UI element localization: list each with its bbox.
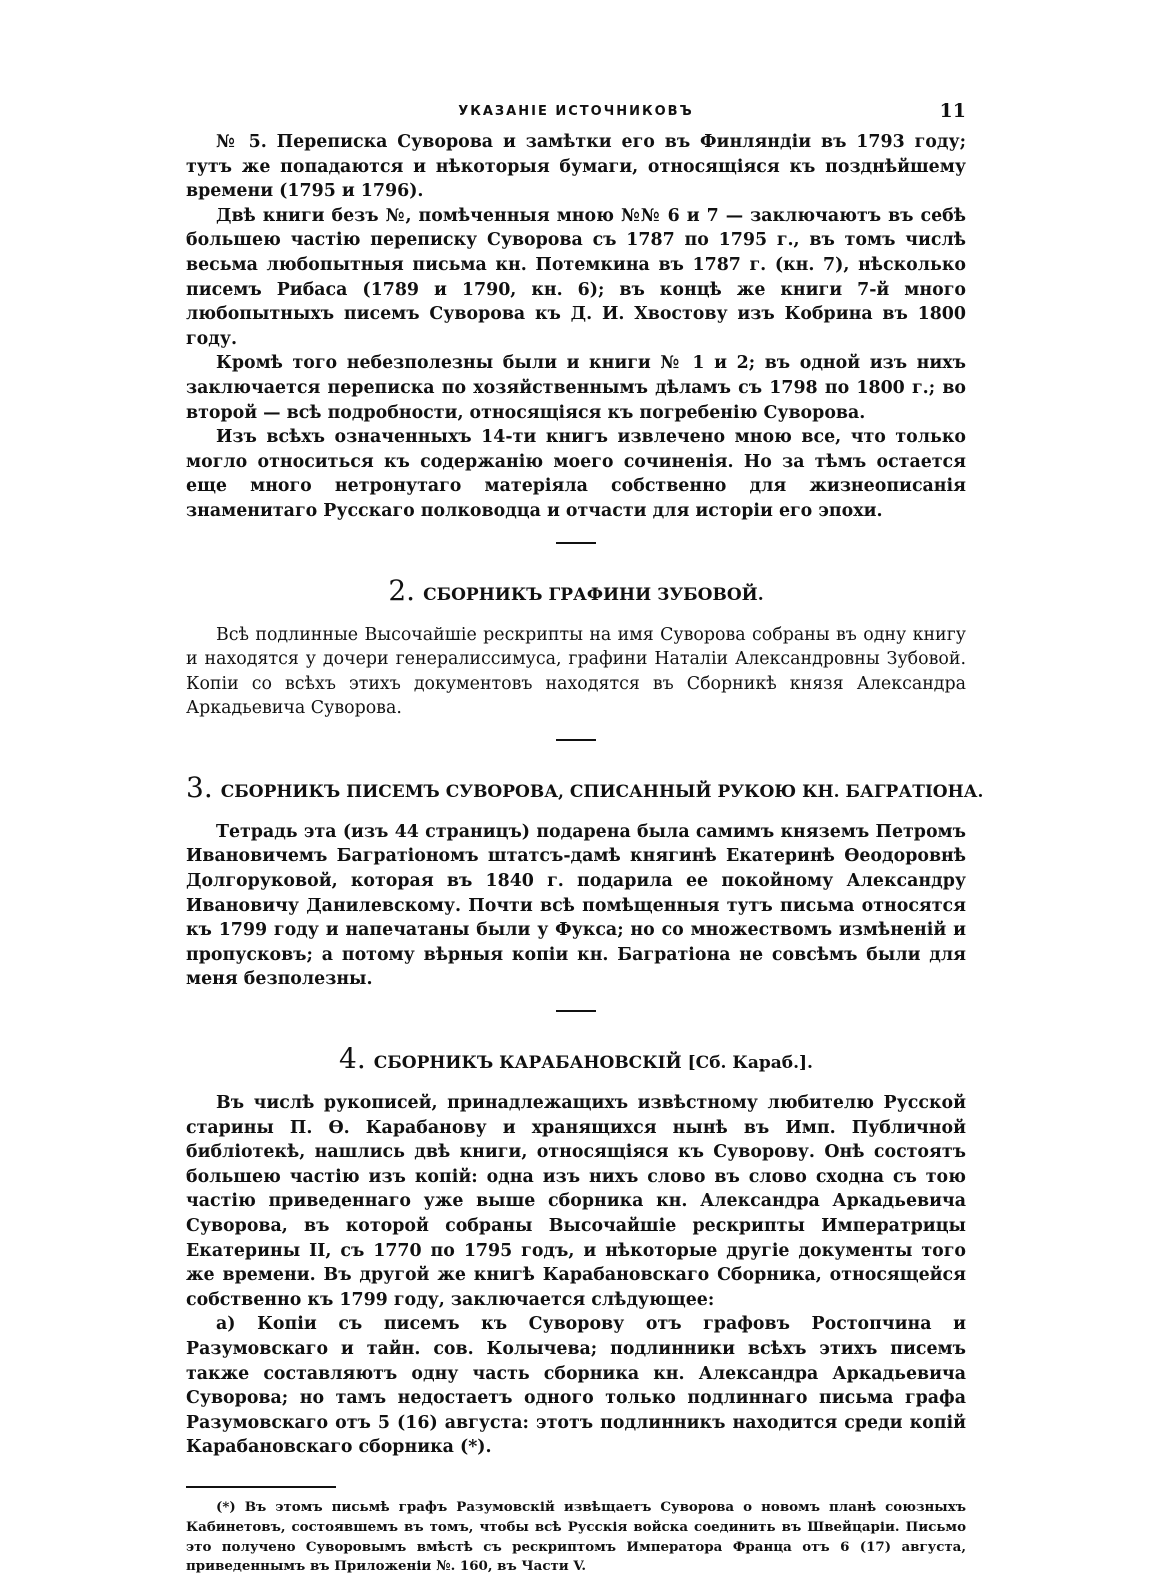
paragraph: Всѣ подлинные Высочайшіе рескрипты на имя Суворова собраны въ одну книгу и находятся у дочери генералиссимуса, графини Наталіи Александровны Зубовой. Копіи со всѣхъ этихъ документовъ находятся въ Сборникѣ князя Александра Аркадьевича Суворова. [186, 624, 966, 719]
paragraph: Кромѣ того небезполезны были и книги № 1 и 2; въ одной изъ нихъ заключается переписка по хозяйственнымъ дѣламъ съ 1798 по 1800 г.; во второй — всѣ подробности, относящіяся къ погребенію Суворова. [186, 353, 966, 423]
section-4 [186, 1042, 966, 1460]
footnote-rule [186, 1486, 336, 1488]
section-heading [186, 574, 966, 607]
paragraph: Изъ всѣхъ означенныхъ 14-ти книгъ извлечено мною все, что только могло относиться къ содержанію моего сочиненія. Но за тѣмъ остается еще много нетронутаго матеріяла собственно для жизнеописанія знаменитаго Русскаго полководца и отчасти для исторіи его эпохи. [186, 427, 966, 521]
section-abbreviation: [Сб. Караб.]. [687, 1053, 813, 1074]
section-title: СБОРНИКЪ ПИСЕМЪ СУВОРОВА, СПИСАННЫЙ РУКОЮ КН. БАГРАТІОНА. [220, 781, 984, 802]
section-2 [186, 574, 966, 721]
paragraph: Двѣ книги безъ №, помѣченныя мною №№ 6 и 7 — заключаютъ въ себѣ большею частію переписку Суворова съ 1787 по 1795 г., въ томъ числѣ весьма любопытныя письма кн. Потемкина въ 1787 г. (кн. 7), нѣсколько писемъ Рибаса (1789 и 1790, кн. 6); въ концѣ же книги 7-й много любопытныхъ писемъ Суворова къ Д. И. Хвостову изъ Кобрина въ 1800 году. [186, 205, 966, 349]
section-3 [186, 770, 984, 992]
footnote: (*) Въ этомъ письмѣ графъ Разумовскій извѣщаетъ Суворова о новомъ планѣ союзныхъ Кабинетовъ, состоявшемъ въ томъ, чтобы всѣ Русскія войска соединить въ Швейцаріи. Письмо это получено Суворовымъ вмѣстѣ съ рескриптомъ Императора Франца отъ 6 (17) августа, приведеннымъ въ Приложеніи №. 160, въ Части V. [186, 1498, 966, 1575]
section-1-continuation [186, 130, 966, 524]
section-number: 4. [339, 1042, 366, 1076]
section-separator [556, 739, 596, 741]
section-number: 3. [186, 770, 213, 804]
running-head [186, 100, 966, 130]
running-title: УКАЗАНІЕ ИСТОЧНИКОВЪ [458, 104, 694, 119]
section-number: 2. [388, 573, 416, 607]
paragraph: Въ числѣ рукописей, принадлежащихъ извѣстному любителю Русской старины П. Ѳ. Карабанову и хранящихся нынѣ въ Имп. Публичной библіотекѣ, нашлись двѣ книги, относящіяся къ Суворову. Онѣ состоятъ большею частію изъ копій: одна изъ нихъ слово въ слово сходна съ тою частію приведеннаго уже выше сборника кн. Александра Аркадьевича Суворова, въ которой собраны Высочайшіе рескрипты Императрицы Екатерины II, съ 1770 по 1795 годъ, и нѣкоторые другіе документы того же времени. Въ другой же книгѣ Карабановскаго Сборника, относящейся собственно къ 1799 году, заключается слѣдующее: [186, 1093, 966, 1310]
section-separator [556, 1010, 596, 1012]
section-separator [556, 542, 596, 544]
section-heading [186, 770, 984, 804]
section-title: СБОРНИКЪ КАРАБАНОВСКІЙ [373, 1053, 682, 1074]
paragraph: № 5. Переписка Суворова и замѣтки его въ Финляндіи въ 1793 году; тутъ же попадаются и нѣкоторыя бумаги, относящіяся къ позднѣйшему времени (1795 и 1796). [186, 132, 966, 202]
page [186, 100, 984, 1577]
section-heading [186, 1042, 966, 1075]
paragraph: Тетрадь эта (изъ 44 страницъ) подарена была самимъ княземъ Петромъ Ивановичемъ Багратіономъ штатсъ-дамѣ княгинѣ Екатеринѣ Ѳеодоровнѣ Долгоруковой, которая въ 1840 г. подарила ее покойному Александру Ивановичу Данилевскому. Почти всѣ помѣщенныя тутъ письма относятся къ 1799 году и напечатаны были у Фукса; но со множествомъ измѣненій и пропусковъ; а потому вѣрныя копіи кн. Багратіона не совсѣмъ были для меня безполезны. [186, 821, 966, 990]
paragraph: а) Копіи съ писемъ къ Суворову отъ графовъ Ростопчина и Разумовскаго и тайн. сов. Колычева; подлинники всѣхъ этихъ писемъ также составляютъ одну часть сборника кн. Александра Аркадьевича Суворова; но тамъ недостаетъ одного только подлиннаго письма графа Разумовскаго отъ 5 (16) августа: этотъ подлинникъ находится среди копій Карабановскаго сборника (*). [186, 1314, 966, 1458]
page-number: 11 [939, 100, 966, 122]
section-title: СБОРНИКЪ ГРАФИНИ ЗУБОВОЙ. [423, 584, 764, 605]
